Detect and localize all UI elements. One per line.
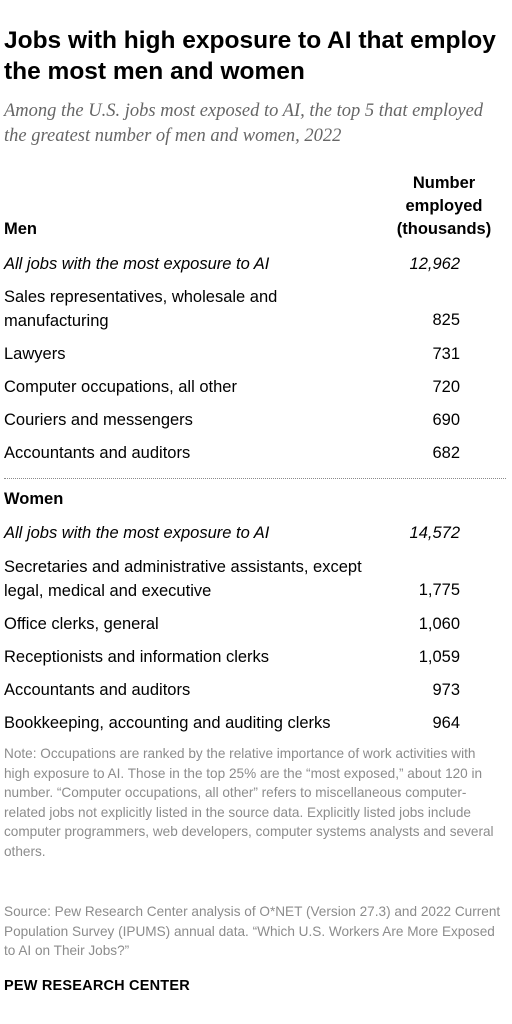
pew-research-center-logo: PEW RESEARCH CENTER bbox=[4, 978, 190, 994]
row-label: Receptionists and information clerks bbox=[4, 648, 270, 666]
section-label-men: Men bbox=[4, 220, 37, 238]
row-value: 720 bbox=[432, 378, 460, 396]
chart-subtitle: Among the U.S. jobs most exposed to AI, the top 5 that employed the greatest number of men and women, 2022 bbox=[4, 101, 484, 146]
row-label: Accountants and auditors bbox=[4, 681, 191, 699]
section-divider bbox=[4, 478, 506, 479]
row-label: Secretaries and administrative assistants, except legal, medical and executive bbox=[4, 558, 362, 600]
row-label: All jobs with the most exposure to AI bbox=[4, 524, 270, 542]
row-value: 690 bbox=[432, 411, 460, 429]
row-label: Lawyers bbox=[4, 345, 66, 363]
row-label: Couriers and messengers bbox=[4, 411, 193, 429]
row-label: All jobs with the most exposure to AI bbox=[4, 255, 270, 273]
row-value: 731 bbox=[432, 345, 460, 363]
row-value: 14,572 bbox=[409, 524, 460, 542]
section-label-women: Women bbox=[4, 490, 64, 508]
row-value: 1,775 bbox=[418, 581, 460, 599]
row-label: Office clerks, general bbox=[4, 615, 159, 633]
chart-note: Note: Occupations are ranked by the relative importance of work activities with high exposure to AI. Those in the top 25% are the “most exposed,” about 120 in number. “Computer occupations, all other” refers to miscellaneous computer-related jobs not explicitly listed in the source data. Explicitly listed jobs include computer programmers, web developers, computer systems analysts and several others. bbox=[4, 746, 494, 859]
row-label: Accountants and auditors bbox=[4, 444, 191, 462]
row-value: 1,059 bbox=[418, 648, 460, 666]
row-value: 12,962 bbox=[409, 255, 460, 273]
row-value: 825 bbox=[432, 311, 460, 329]
chart-source: Source: Pew Research Center analysis of O*NET (Version 27.3) and 2022 Current Population Survey (IPUMS) annual data. “Which U.S. Workers Are More Exposed to AI on Their Jobs?” bbox=[4, 904, 501, 958]
row-value: 964 bbox=[432, 714, 460, 732]
row-label: Bookkeeping, accounting and auditing clerks bbox=[4, 714, 331, 732]
chart-title: Jobs with high exposure to AI that employ the most men and women bbox=[4, 27, 496, 85]
column-header-number-employed: Number employed (thousands) bbox=[396, 174, 492, 238]
row-label: Computer occupations, all other bbox=[4, 378, 237, 396]
row-value: 973 bbox=[432, 681, 460, 699]
row-label: Sales representatives, wholesale and manufacturing bbox=[4, 288, 278, 330]
row-value: 1,060 bbox=[418, 615, 460, 633]
row-value: 682 bbox=[432, 444, 460, 462]
